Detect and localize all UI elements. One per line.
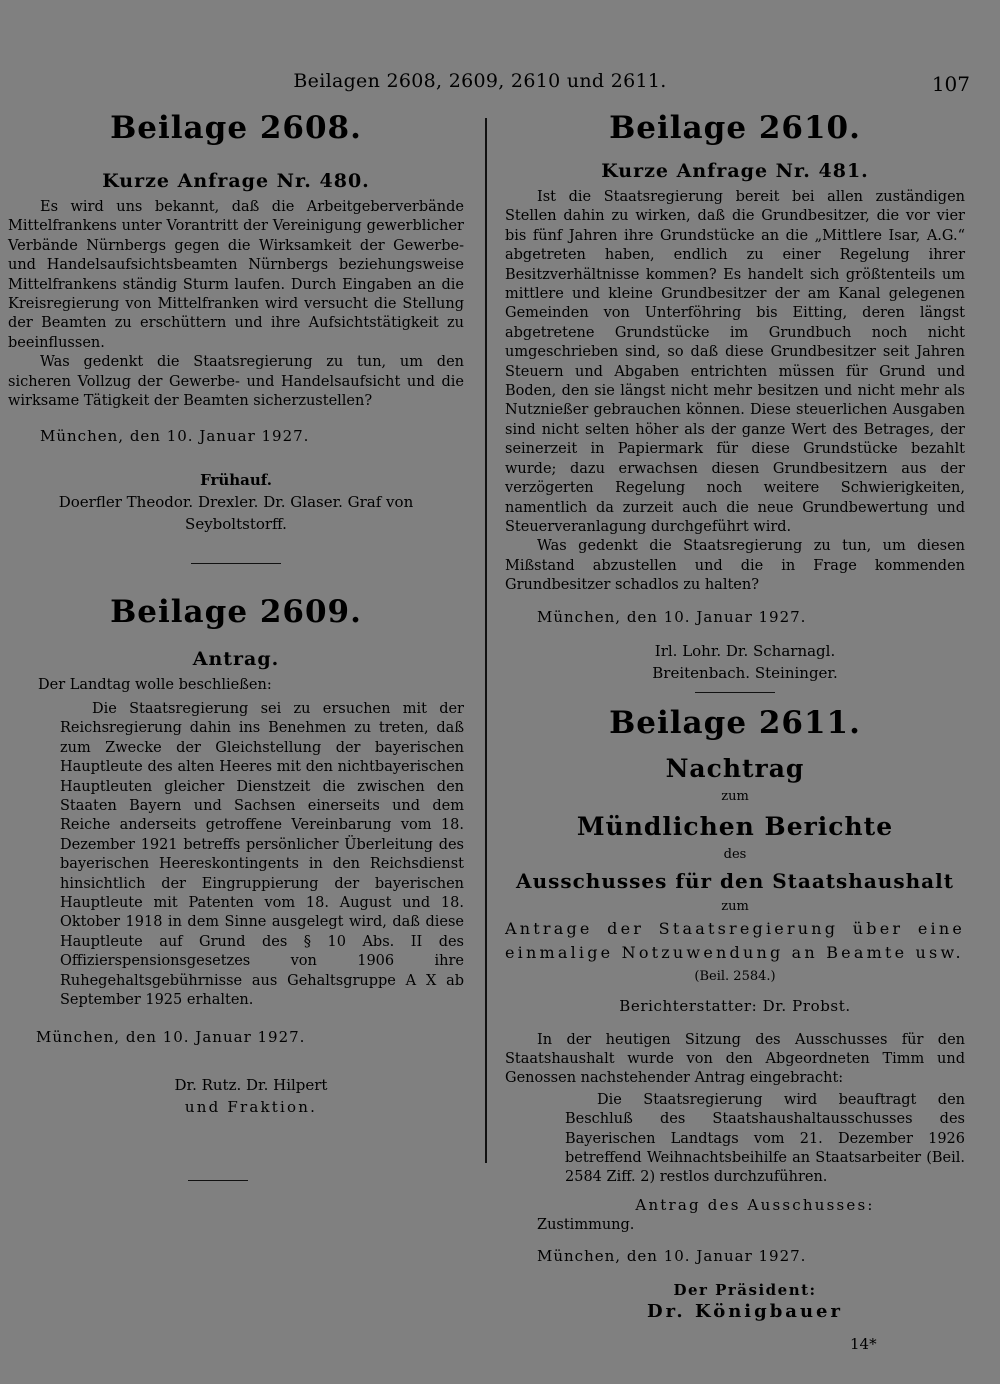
beilage-2608-subheading: Kurze Anfrage Nr. 480. [102, 170, 370, 192]
signature-mark: 14* [850, 1335, 877, 1353]
beilage-2608-paragraph-2: Was gedenkt die Staatsregierung zu tun, um den sicheren Vollzug der Gewerbe- und Handelsaufsicht und die wirksame Tätigkeit der Beamten sicherzustellen? [8, 354, 464, 410]
beilage-2611-paragraph-1: In der heutigen Sitzung des Ausschusses für den Staatshaushalt wurde von den Abgeordneten Timm und Genossen nachstehender Antrag eingebracht: [505, 1031, 965, 1087]
beilage-2611-antrag-label: Antrag des Ausschusses: [635, 1195, 875, 1214]
beilage-2611-praesident-name: Dr. Königbauer [646, 1301, 843, 1323]
page-number: 107 [931, 72, 970, 96]
beilage-2609-date: München, den 10. Januar 1927. [36, 1028, 306, 1047]
beilage-2610-heading: Beilage 2610. [609, 110, 861, 146]
beilage-2611-berichterstatter: Berichterstatter: Dr. Probst. [619, 996, 851, 1015]
column-divider [485, 118, 487, 1163]
beilage-2609-subheading: Antrag. [192, 648, 280, 671]
beilage-2611-zum-1: zum [721, 788, 749, 804]
beilage-2608-signer: Frühauf. [200, 471, 272, 490]
beilage-2609-body: Die Staatsregierung sei zu ersuchen mit der Reichsregierung dahin ins Benehmen zu treten, daß zum Zwecke der Gleichstellung der bayerischen Hauptleute des alten Heeres mit den nichtbayerischen Hauptleuten gleicher Dienstzeit die zwischen den Staaten Bayern und Sachsen einerseits und dem Reiche anderseits getroffene Vereinbarung vom 18. Dezember 1921 betreffs persönlicher Überleitung des bayerischen Heereskontingents in den Reichsdienst hinsichtlich der Eingruppierung der bayerischen Hauptleute mit Patenten vom 18. August und 18. Oktober 1918 in dem Sinne ausgelegt wird, daß diese Hauptleute auf Grund des § 10 Abs. II des Offizierspensionsgesetzes von 1906 ihre Ruhegehaltsgebührnisse aus Gehaltsgruppe A X ab September 1925 erhalten. [60, 700, 464, 1008]
beilage-2609-body-block [8, 700, 464, 1011]
beilage-2611-quote-block [505, 1091, 965, 1188]
beilage-2608-heading: Beilage 2608. [110, 110, 362, 146]
beilage-2610-date: München, den 10. Januar 1927. [537, 607, 807, 626]
beilage-2609-signer-1: Dr. Rutz. Dr. Hilpert [174, 1076, 328, 1095]
beilage-2609-heading: Beilage 2609. [110, 594, 362, 631]
beilage-2611-des: des [723, 846, 747, 862]
beilage-2611-date: München, den 10. Januar 1927. [537, 1247, 807, 1266]
beilage-2609-intro: Der Landtag wolle beschließen: [38, 677, 272, 694]
beilage-2610-signer-1: Irl. Lohr. Dr. Scharnagl. [654, 641, 836, 660]
beilage-2610-paragraph-1: Ist die Staatsregierung bereit bei allen zuständigen Stellen dahin zu wirken, daß die Grundbesitzer, die vor vier bis fünf Jahren ihre Grundstücke an die „Mittlere Isar, A.G.“ abgetreten haben, endlich zu einer Regelung ihrer Besitzverhältnisse kommen? Es handelt sich größtenteils um mittlere und kleine Grundbesitzer der am Kanal gelegenen Gemeinden von Unterföhring bis Eitting, deren längst abgetretene Grundstücke im Grundbuch noch nicht umgeschrieben sind, so daß diese Grundbesitzer seit Jahren Steuern und Abgaben entrichten müssen für Grund und Boden, den sie längst nicht mehr besitzen und nicht mehr als Nutznießer gebrauchen können. Diese steuerlichen Ausgaben sind nicht selten höher als der ganze Wert des Betrages, der seinerzeit in Papiermark für diese Grundstücke bezahlt wurde; dazu erwachsen diesen Grundbesitzern aus der verzögerten Regelung noch weitere Schwierigkeiten, namentlich da zurzeit auch die neue Grundbewertung und Steuerveranlagung durchgeführt wird. [505, 189, 965, 535]
running-header-title: Beilagen 2608, 2609, 2610 und 2611. [293, 70, 667, 92]
beilage-2608-date: München, den 10. Januar 1927. [40, 427, 310, 446]
beilage-2611-beil-ref: (Beil. 2584.) [694, 968, 776, 984]
beilage-2611-praesident-label: Der Präsident: [673, 1281, 817, 1300]
right-column [505, 108, 965, 1323]
beilage-2611-bericht: Mündlichen Berichte [576, 811, 894, 841]
beilage-2611-antrage: Antrage der Staatsregierung über eine einmalige Notzuwendung an Beamte usw. [505, 918, 965, 962]
beilage-2610-subheading: Kurze Anfrage Nr. 481. [601, 160, 869, 182]
beilage-2611-nachtrag: Nachtrag [665, 753, 805, 783]
beilage-2611-quote: Die Staatsregierung wird beauftragt den Beschluß des Staatshaushaltausschusses des Bayerischen Landtags vom 21. Dezember 1926 betreffend Weihnachtsbeihilfe an Staatsarbeiter (Beil. 2584 Ziff. 2) restlos durchzuführen. [565, 1091, 965, 1186]
beilage-2611-zum-2: zum [721, 898, 749, 914]
section-separator [191, 563, 281, 564]
beilage-2608-paragraph-1: Es wird uns bekannt, daß die Arbeitgeberverbände Mittelfrankens unter Vorantritt der Vereinigung gewerblicher Verbände Nürnbergs gegen die Wirksamkeit der Gewerbe- und Handelsaufsichtsbeamten Nürnbergs beziehungsweise Mittelfrankens ständig Sturm laufen. Durch Eingaben an die Kreisregierung von Mittelfranken wird versucht die Stellung der Beamten zu erschüttern und ihre Aufsichtstätigkeit zu beeinflussen. [8, 199, 464, 351]
beilage-2611-heading: Beilage 2611. [609, 704, 861, 741]
section-separator [695, 692, 775, 693]
beilage-2610-signer-2: Breitenbach. Steininger. [652, 663, 838, 682]
beilage-2611-zustimmung: Zustimmung. [537, 1216, 635, 1233]
end-separator [188, 1180, 248, 1181]
beilage-2609-signer-2: und Fraktion. [184, 1098, 318, 1117]
left-column [8, 108, 464, 1195]
beilage-2610-paragraph-2: Was gedenkt die Staatsregierung zu tun, um diesen Mißstand abzustellen und die in Frage kommenden Grundbesitzer schadlos zu halten? [505, 538, 965, 594]
beilage-2611-ausschuss: Ausschusses für den Staatshaushalt [516, 868, 954, 893]
beilage-2608-cosigners: Doerfler Theodor. Drexler. Dr. Glaser. Graf von Seyboltstorff. [58, 493, 414, 534]
